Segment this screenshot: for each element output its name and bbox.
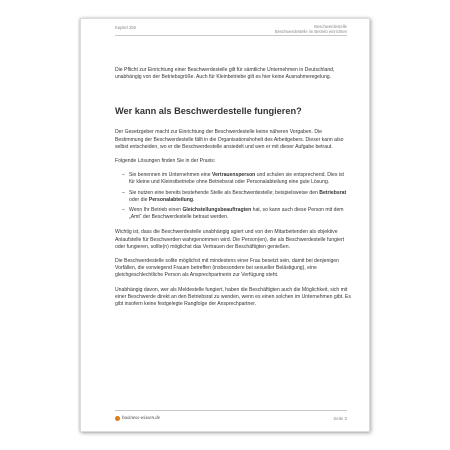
list-intro: Folgende Lösungen finden Sie in der Praxis: bbox=[115, 158, 216, 165]
logo-dot-icon bbox=[115, 416, 120, 421]
list-item: – Sie benennen im Unternehmen eine Vertrauensperson und schulen sie entsprechend. Dies ist für kleine und Kleinstbetriebe ohne Betriebsrat oder Personalabteilung eine gute Lösung. bbox=[129, 172, 351, 186]
paragraph-3: Die Beschwerdestelle sollte möglichst mit mindestens einer Frau besetzt sein, damit bei denjenigen Vorfällen, die vorwiegend Frauen betreffen (insbesondere bei sexueller Belästigung), eine gleichgeschlechtliche Person als Ansprechpartnerin zur Verfügung steht. bbox=[115, 258, 339, 279]
page-content bbox=[115, 67, 351, 315]
header-titles bbox=[275, 24, 347, 34]
footer-divider bbox=[115, 410, 347, 411]
solutions-list bbox=[115, 172, 351, 221]
section-heading: Wer kann als Beschwerdestelle fungieren? bbox=[115, 106, 302, 117]
intro-paragraph: Die Pflicht zur Einrichtung einer Beschwerdestelle gilt für sämtliche Unternehmen in Deutschland, unabhängig von der Betriebsgröße. Auch für Kleinbetriebe gilt es hier keine Ausnahmeregelung. bbox=[115, 67, 335, 81]
header-chapter: Kapitel 256 bbox=[115, 25, 136, 30]
list-item: – Sie nutzen eine bereits bestehende Stelle als Beschwerdestelle; beispielsweise den Betriebsrat oder die Personalabteilung. bbox=[129, 190, 351, 204]
header-subtitle: Beschwerdestelle im Betrieb einrichten bbox=[274, 29, 347, 35]
list-item: – Wenn Ihr Betrieb einen Gleichstellungsbeauftragten hat, so kann auch diese Person mit dem „Amt“ der Beschwerdestelle betraut werden. bbox=[129, 207, 351, 221]
footer-logo bbox=[115, 415, 160, 422]
page-number: Seite 3 bbox=[333, 416, 347, 421]
header-divider bbox=[115, 35, 347, 36]
paragraph-4: Unabhängig davon, wer als Meldestelle fungiert, haben die Beschäftigten auch die Möglichkeit, sich mit einer Beschwerde direkt an den Betriebsrat zu wenden, wenn es einen solchen im Unternehmen gibt. Es gibt insofern keine festgelegte Rangfolge der Ansprechpartner. bbox=[115, 286, 351, 308]
document-page bbox=[80, 18, 370, 432]
header-title: Beschwerdestelle bbox=[314, 24, 347, 29]
paragraph-1: Der Gesetzgeber macht zur Einrichtung der Beschwerdestelle keine näheren Vorgaben. Die Bestimmung der Beschwerdestelle fällt in die Organisationshoheit des Arbeitgebers. Dieser kann also selbst entscheiden, wo er die Beschwerdestelle ansiedelt und wen er mit dieser Aufgabe betraut. bbox=[115, 129, 344, 150]
paragraph-2: Wichtig ist, dass die Beschwerdestelle unabhängig agiert und von den Mitarbeitenden als objektive Anlaufstelle für Beschwerden wahrgenommen wird. Die Person(en), die als Beschwerdestelle fungiert oder fungieren, sollte(n) möglichst das Vertrauen der Beschäftigten genießen. bbox=[115, 229, 345, 250]
logo-text: business-wissen.de bbox=[122, 416, 160, 421]
